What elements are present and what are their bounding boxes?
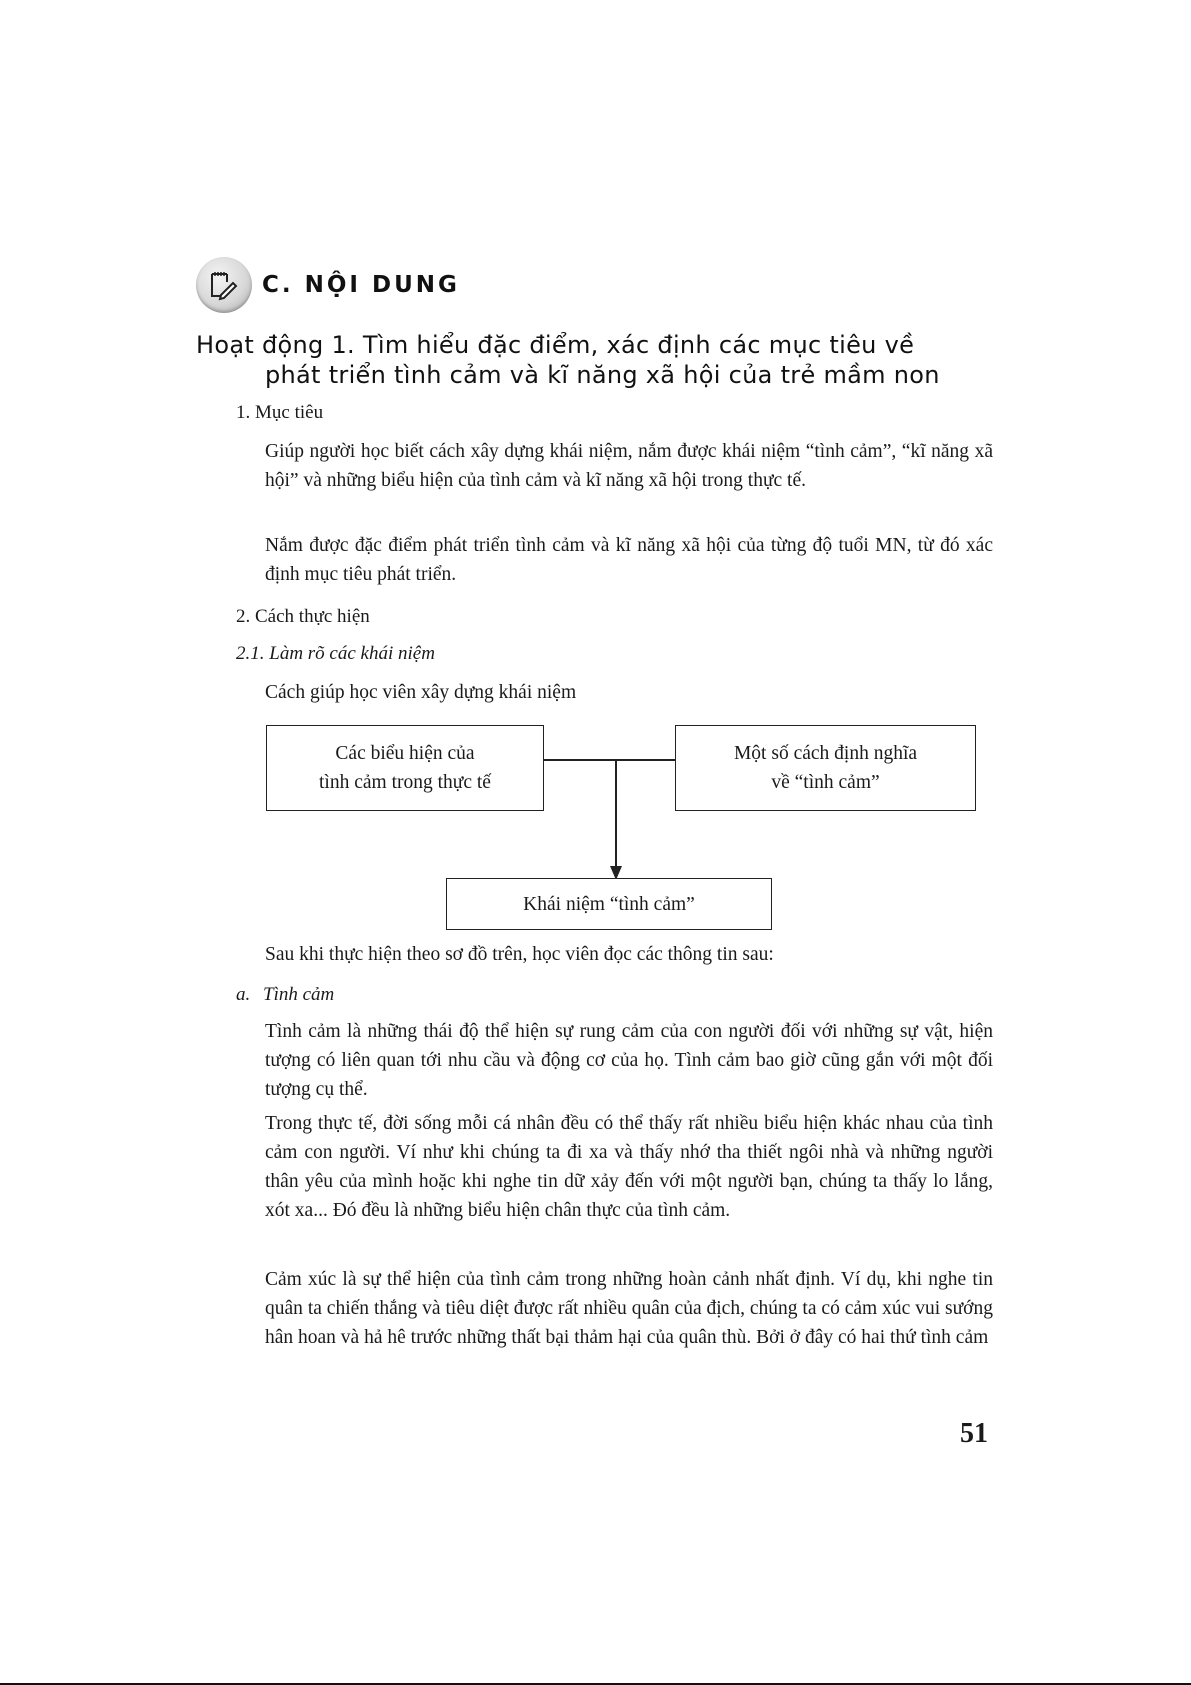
section-header xyxy=(196,255,460,315)
section-a-heading xyxy=(236,984,334,1006)
diagram-intro: Cách giúp học viên xây dựng khái niệm xyxy=(265,682,577,703)
objectives-paragraph-2: Nắm được đặc điểm phát triển tình cảm và kĩ năng xã hội của từng độ tuổi MN, từ đó xác định mục tiêu phát triển. xyxy=(265,535,993,585)
diagram-box-concept xyxy=(446,878,772,930)
section-a-title: Tình cảm xyxy=(263,984,335,1005)
diagram-connector-horizontal xyxy=(544,759,675,761)
activity-heading-line-2: phát triển tình cảm và kĩ năng xã hội của trẻ mầm non xyxy=(265,361,940,389)
section-a-paragraph-1: Tình cảm là những thái độ thể hiện sự rung cảm của con người đối với những sự vật, hiện tượng có liên quan tới nhu cầu và động cơ của họ. Tình cảm bao giờ cũng gắn với một đối tượng cụ thể. xyxy=(265,1021,993,1100)
section-a-label: a. xyxy=(236,984,251,1005)
objectives-heading: 1. Mục tiêu xyxy=(236,402,324,423)
objectives-paragraph-1: Giúp người học biết cách xây dựng khái niệm, nắm được khái niệm “tình cảm”, “kĩ năng xã hội” và những biểu hiện của tình cảm và kĩ năng xã hội trong thực tế. xyxy=(265,441,993,491)
section-a-paragraph-3: Cảm xúc là sự thể hiện của tình cảm trong những hoàn cảnh nhất định. Ví dụ, khi nghe tin quân ta chiến thắng và tiêu diệt được rất nhiều quân của địch, chúng ta có cảm xúc vui sướng hân hoan và hả hê trước những thất bại thảm hại của quân thù. Bởi ở đây có hai thứ tình cảm xyxy=(265,1269,993,1348)
implementation-subheading: 2.1. Làm rõ các khái niệm xyxy=(236,643,435,664)
diagram-box-definitions-line-2: về “tình cảm” xyxy=(771,772,880,793)
page-number: 51 xyxy=(960,1418,988,1449)
diagram-box-expressions-line-2: tình cảm trong thực tế xyxy=(319,772,491,793)
after-diagram-text: Sau khi thực hiện theo sơ đồ trên, học viên đọc các thông tin sau: xyxy=(265,944,774,965)
section-title: C. NỘI DUNG xyxy=(262,272,460,298)
diagram-box-definitions xyxy=(675,725,976,811)
diagram-box-expressions-line-1: Các biểu hiện của xyxy=(335,743,475,764)
diagram-box-expressions xyxy=(266,725,544,811)
diagram-box-definitions-line-1: Một số cách định nghĩa xyxy=(733,743,918,764)
activity-heading-line-1: Hoạt động 1. Tìm hiểu đặc điểm, xác định các mục tiêu về xyxy=(196,331,915,359)
activity-heading xyxy=(196,330,996,390)
implementation-heading: 2. Cách thực hiện xyxy=(236,606,370,627)
section-a-paragraph-2: Trong thực tế, đời sống mỗi cá nhân đều có thể thấy rất nhiều biểu hiện khác nhau của tình cảm con người. Ví như khi chúng ta đi xa và thấy nhớ tha thiết ngôi nhà và những người thân yêu của mình hoặc khi nghe tin dữ xảy đến với một người bạn, chúng ta thấy lo lắng, xót xa... Đó đều là những biểu hiện chân thực của tình cảm. xyxy=(265,1113,993,1221)
diagram-box-concept-label: Khái niệm “tình cảm” xyxy=(523,893,695,915)
diagram-connector-vertical xyxy=(615,759,617,869)
notepad-pencil-icon xyxy=(196,257,252,313)
